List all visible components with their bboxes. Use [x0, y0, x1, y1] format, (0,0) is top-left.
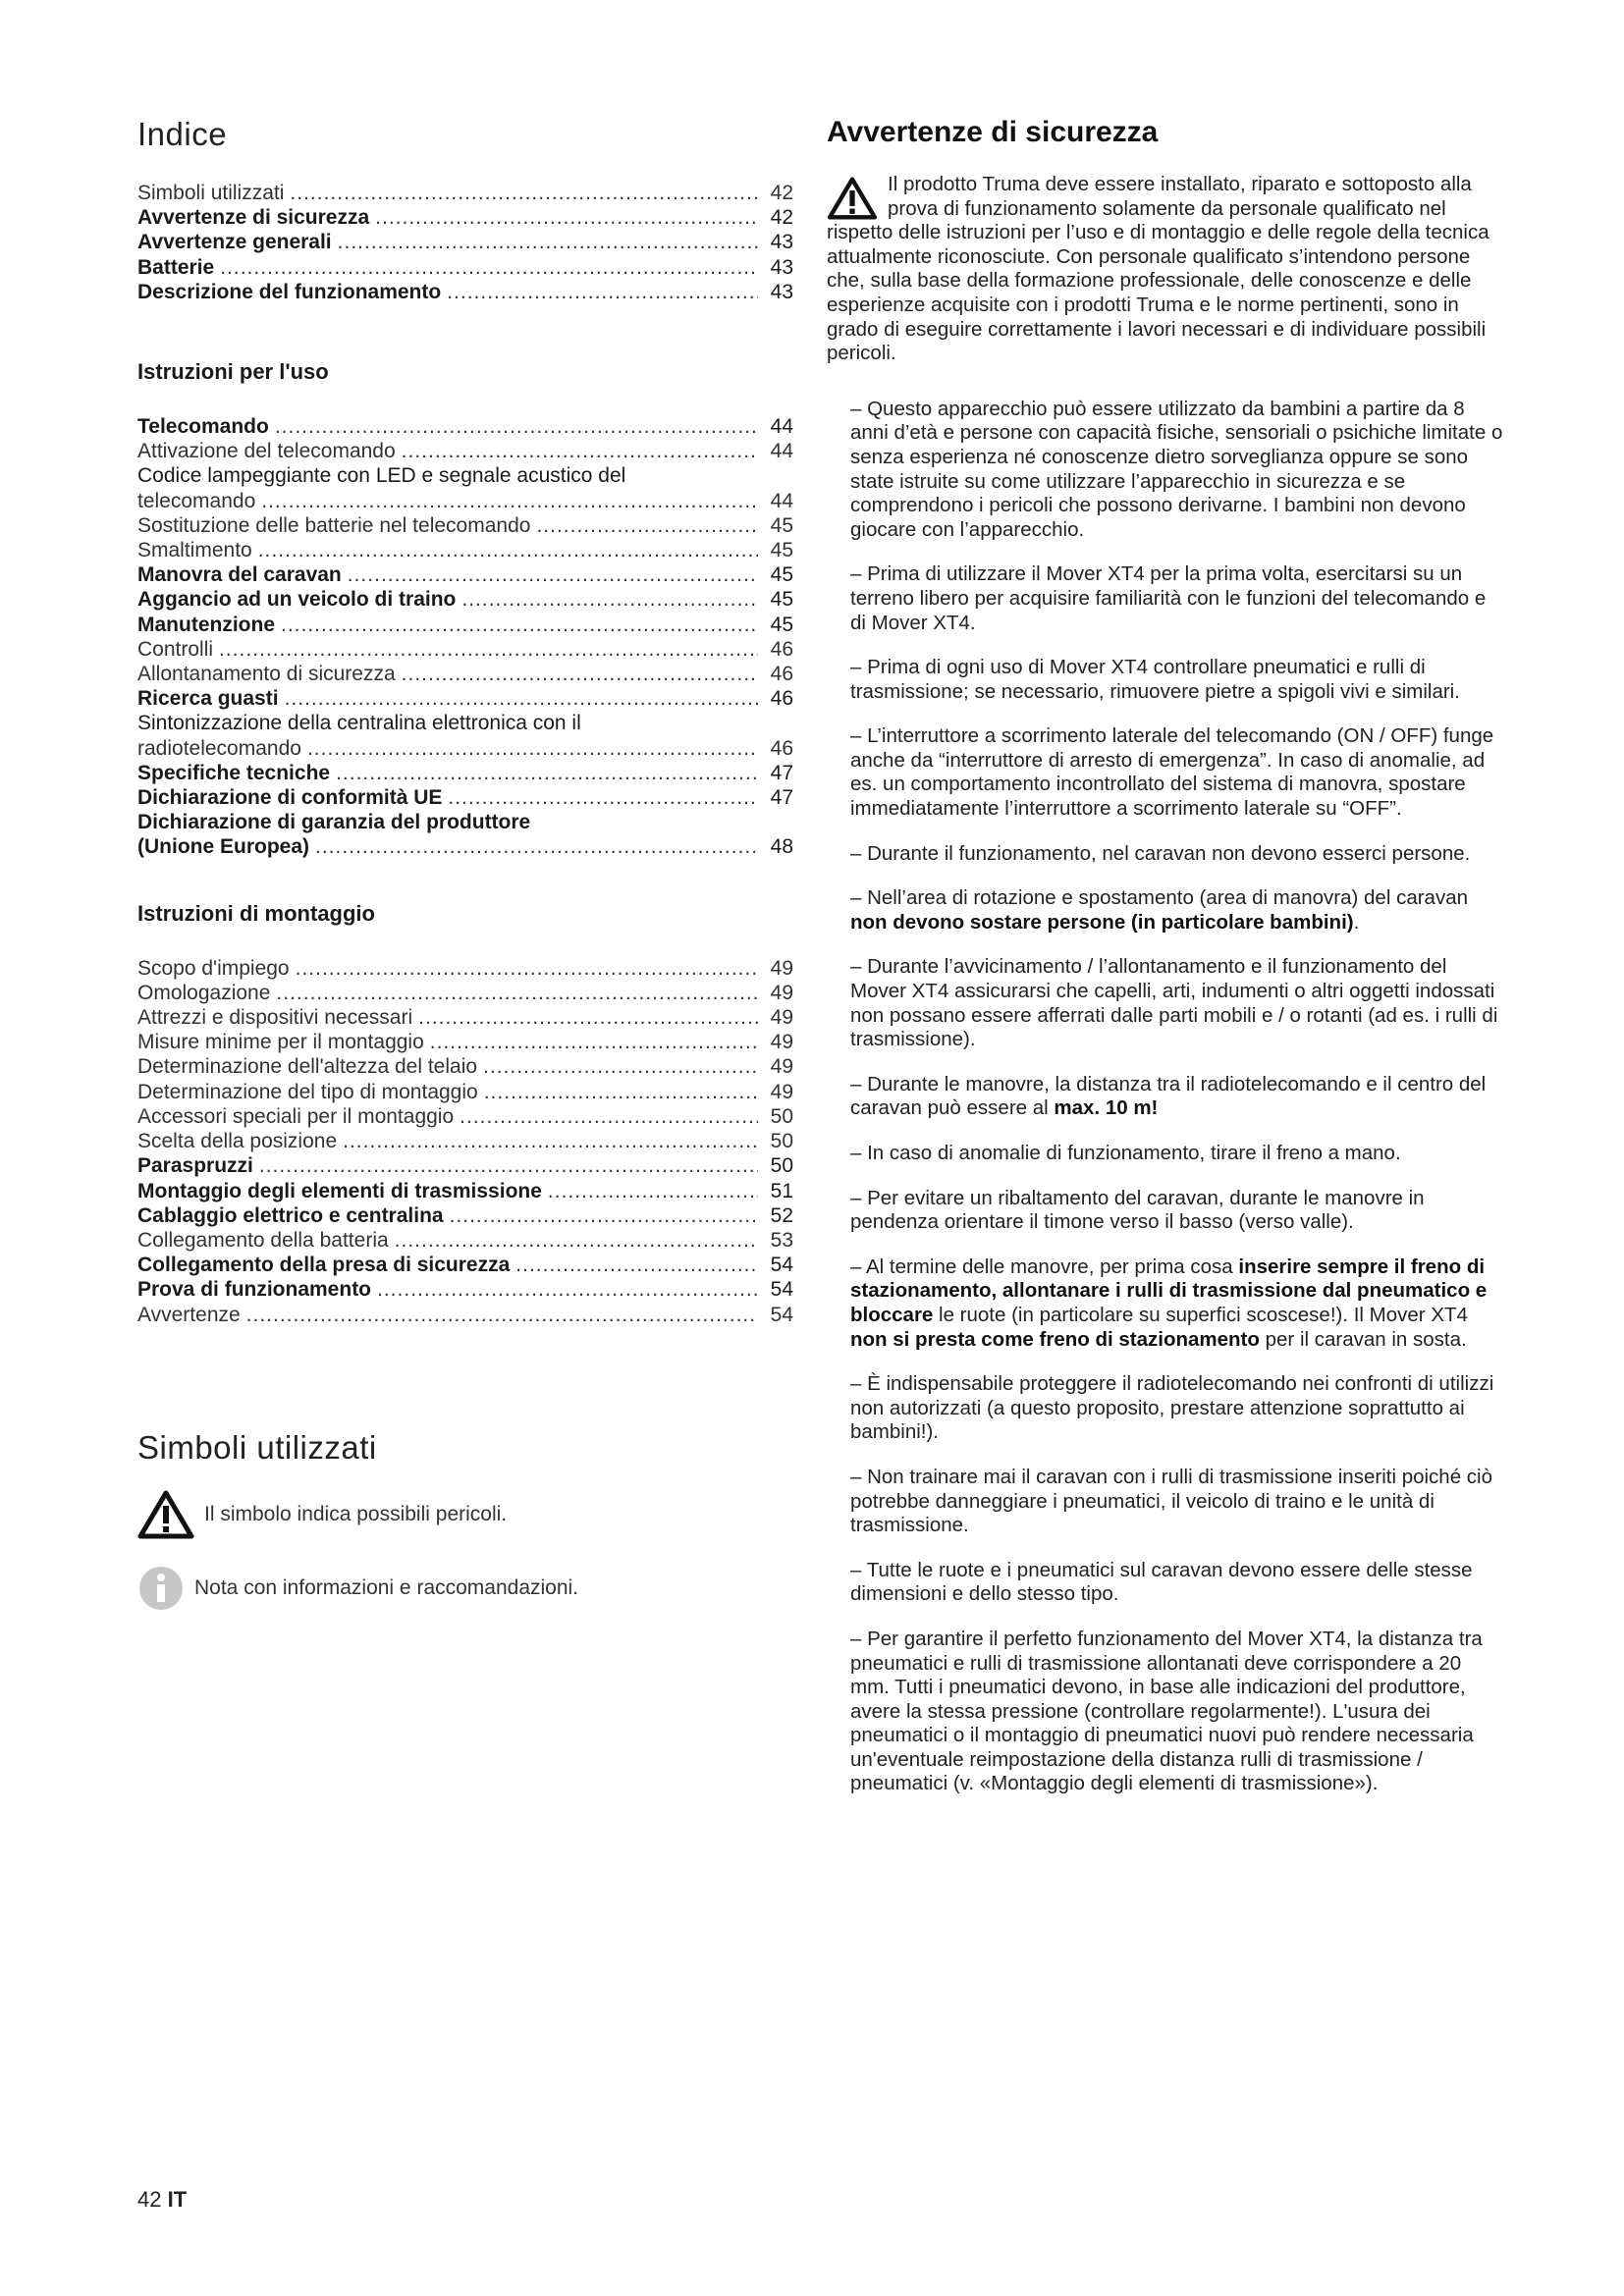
safety-item-emphasis: inserire sempre il freno di stazionamento, allontanare i rulli di trasmissione dal pneumatico e bloccare — [850, 1255, 1488, 1326]
safety-item — [850, 1187, 1504, 1235]
toc-leader-dots — [261, 489, 758, 513]
safety-item — [850, 724, 1504, 821]
toc-entry — [137, 956, 793, 981]
toc-leader-dots — [307, 736, 758, 761]
right-column — [827, 116, 1504, 1817]
toc-entry-page: 49 — [770, 981, 793, 1004]
toc-entry — [137, 562, 793, 587]
safety-item — [850, 1255, 1504, 1352]
toc-entry — [137, 489, 793, 513]
toc-leader-dots — [285, 686, 758, 711]
toc-entry-title: telecomando — [137, 489, 256, 512]
safety-item — [850, 398, 1504, 543]
toc-entry — [137, 1203, 793, 1228]
toc-entry-title: Dichiarazione di conformità UE — [137, 786, 443, 810]
toc-entry-title: Avvertenze di sicurezza — [137, 206, 370, 230]
toc-entry — [137, 1228, 793, 1253]
toc-entry — [137, 785, 793, 810]
toc-leader-dots — [375, 205, 758, 230]
toc-entry-page: 43 — [770, 231, 793, 254]
toc-leader-dots — [395, 1228, 758, 1253]
toc-entry-title: Collegamento della batteria — [137, 1228, 389, 1252]
toc-leader-dots — [259, 1153, 758, 1178]
safety-item — [850, 1142, 1504, 1166]
toc-leader-dots — [450, 1203, 758, 1228]
toc-leader-dots — [338, 230, 758, 254]
toc-entry-title: Ricerca guasti — [137, 687, 279, 711]
safety-item — [850, 842, 1504, 867]
toc-entry-page: 43 — [770, 255, 793, 279]
safety-intro-text: Il prodotto Truma deve essere installato, riparato e sottoposto alla prova di funzionamento solamente da personale qualificato nel rispetto delle istruzioni per l’uso e di montaggio e delle regole della tecnica attualmente riconosciute. Con personale qualificato s’intendono persone che, sulla base della formazione professionale, delle conoscenze e delle esperienze acquisite con i prodotti Truma e le norme pertinenti, sono in grado di eseguire correttamente i lavori necessari e di individuare possibili pericoli. — [827, 173, 1489, 365]
toc-leader-dots — [281, 613, 758, 637]
toc-entry-title: Misure minime per il montaggio — [137, 1031, 424, 1054]
toc-entry — [137, 1030, 793, 1054]
toc-entry-page: 49 — [770, 1055, 793, 1079]
toc-entry-title: Descrizione del funzionamento — [137, 280, 442, 303]
toc-leader-dots — [377, 1277, 758, 1302]
toc-leader-dots — [461, 587, 758, 612]
toc-entry — [137, 587, 793, 612]
safety-item-text: – Al termine delle manovre, per prima cosa — [850, 1255, 1239, 1278]
toc-entry-title: radiotelecomando — [137, 736, 301, 760]
toc-entry-title: Allontanamento di sicurezza — [137, 663, 396, 686]
toc-leader-dots — [290, 181, 758, 205]
toc-entry-title: Montaggio degli elementi di trasmissione — [137, 1179, 542, 1202]
safety-item-text: – Questo apparecchio può essere utilizzato da bambini a partire da 8 anni d’età e persone con capacità fisiche, sensoriali o psichiche limitate o senza esperienza né conoscenze dietro sorveglianza oppure se sono state istruite su come utilizzare l’apparecchio in sicurezza e se comprendono i pericoli che possono derivarne. I bambini non devono giocare con l’apparecchio. — [850, 397, 1503, 541]
toc-entry-title: Prova di funzionamento — [137, 1278, 372, 1302]
safety-item-text: – Nell’area di rotazione e spostamento (area di manovra) del caravan — [850, 886, 1469, 910]
toc-entry-page: 45 — [770, 539, 793, 562]
toc-leader-dots — [219, 637, 758, 662]
toc-leader-dots — [536, 513, 758, 538]
safety-item-text: – Durante l’avvicinamento / l’allontanamento e il funzionamento del Mover XT4 assicurarsi che capelli, arti, indumenti o altri oggetti indossati non possano essere afferrati dalle parti mobili e / o rotanti (ad es. i rulli di trasmissione). — [850, 955, 1498, 1051]
toc-entry-page: 45 — [770, 563, 793, 587]
safety-item-text: – È indispensabile proteggere il radiotelecomando nei confronti di utilizzi non autorizzati (a questo proposito, prestare attenzione soprattutto ai bambini!). — [850, 1372, 1494, 1444]
toc-entry — [137, 538, 793, 562]
safety-item — [850, 562, 1504, 635]
symbol-danger-text: Il simbolo indica possibili pericoli. — [204, 1502, 508, 1525]
info-icon — [137, 1565, 185, 1612]
toc-entry-page: 45 — [770, 613, 793, 636]
toc-entry-title: Sostituzione delle batterie nel telecomando — [137, 513, 531, 537]
toc-entry — [137, 414, 793, 439]
toc-entry-title: Scopo d'impiego — [137, 956, 290, 980]
toc-entry-page: 54 — [770, 1303, 793, 1326]
language-code: IT — [167, 2187, 188, 2212]
toc-leader-dots — [460, 1104, 758, 1129]
toc-leader-dots — [418, 1005, 758, 1030]
toc-entry-title: Specifiche tecniche — [137, 761, 331, 784]
toc-entry-page: 50 — [770, 1130, 793, 1153]
toc-entry-page: 51 — [770, 1179, 793, 1202]
toc-entry-title: Manovra del caravan — [137, 563, 342, 587]
toc-entry-title: Paraspruzzi — [137, 1154, 253, 1178]
safety-item — [850, 1372, 1504, 1445]
toc-entry-title: Batterie — [137, 255, 215, 279]
safety-item-text: – In caso di anomalie di funzionamento, tirare il freno a mano. — [850, 1142, 1401, 1164]
toc-entry-page: 46 — [770, 637, 793, 661]
toc-entry-title: Simboli utilizzati — [137, 182, 285, 204]
safety-item-text: – Tutte le ruote e i pneumatici sul caravan devono essere delle stesse dimensioni e dello stesso tipo. — [850, 1558, 1473, 1606]
page-number: 42 — [137, 2187, 168, 2212]
toc-entry-page: 42 — [770, 182, 793, 204]
toc-entry-title: Cablaggio elettrico e centralina — [137, 1203, 444, 1227]
toc-leader-dots — [484, 1080, 758, 1104]
toc-entry-page: 47 — [770, 786, 793, 810]
toc-entry — [137, 662, 793, 686]
toc-entry-page: 46 — [770, 687, 793, 711]
toc-entry-page: 48 — [770, 835, 793, 859]
toc-entry — [137, 761, 793, 785]
toc-entry — [137, 1179, 793, 1203]
toc-leader-dots — [258, 538, 758, 562]
toc-entry-page: 42 — [770, 206, 793, 230]
toc-leader-dots — [402, 439, 758, 463]
toc-entry-title: (Unione Europea) — [137, 835, 310, 859]
toc-entry — [137, 1080, 793, 1104]
toc-entry-title-line: Sintonizzazione della centralina elettronica con il — [137, 712, 581, 735]
safety-item — [850, 1559, 1504, 1607]
toc-leader-dots — [336, 761, 758, 785]
safety-item-text: . — [1353, 910, 1360, 934]
toc-entry-title: Determinazione dell'altezza del telaio — [137, 1055, 478, 1079]
toc-entry — [137, 181, 793, 205]
safety-item — [850, 886, 1504, 934]
safety-item-text: per il caravan in sosta. — [1259, 1327, 1467, 1351]
toc-entry-title: Avvertenze generali — [137, 231, 332, 254]
toc-entry-title: Determinazione del tipo di montaggio — [137, 1080, 478, 1103]
toc-entry — [137, 1005, 793, 1030]
toc-entry-page: 45 — [770, 588, 793, 612]
safety-items-list — [827, 398, 1504, 1796]
toc-entry-title: Telecomando — [137, 415, 269, 439]
toc-entry-title: Manutenzione — [137, 613, 275, 636]
toc-leader-dots — [343, 1129, 758, 1153]
toc-leader-dots — [276, 981, 758, 1005]
safety-item — [850, 1073, 1504, 1121]
toc-entry-title: Attrezzi e dispositivi necessari — [137, 1006, 413, 1030]
safety-item — [850, 1628, 1504, 1796]
toc-leader-dots — [246, 1303, 758, 1327]
toc-entry — [137, 1277, 793, 1302]
toc-entry-page: 49 — [770, 1031, 793, 1054]
safety-item-emphasis: non devono sostare persone (in particolare bambini) — [850, 910, 1354, 934]
warning-triangle-icon — [137, 1490, 194, 1539]
symbol-info-text: Nota con informazioni e raccomandazioni. — [194, 1575, 579, 1599]
safety-item — [850, 1466, 1504, 1538]
safety-item-emphasis: non si presta come freno di stazionamento — [850, 1327, 1260, 1351]
toc-entry-page: 54 — [770, 1254, 793, 1277]
toc-usage-list — [137, 414, 793, 860]
toc-leader-dots — [296, 956, 758, 981]
toc-entry-page: 44 — [770, 489, 793, 512]
mount-heading: Istruzioni di montaggio — [137, 900, 375, 926]
toc-entry-title: Smaltimento — [137, 539, 252, 562]
toc-entry-page: 53 — [770, 1228, 793, 1252]
usage-heading: Istruzioni per l'uso — [137, 359, 329, 385]
safety-item-text: – Non trainare mai il caravan con i rulli di trasmissione inseriti poiché ciò potrebbe danneggiare i pneumatici, il veicolo di traino e le unità di trasmissione. — [850, 1465, 1492, 1537]
safety-intro — [827, 173, 1504, 366]
safety-item-emphasis: max. 10 m! — [1054, 1096, 1159, 1120]
toc-mount-list — [137, 956, 793, 1327]
toc-leader-dots — [348, 562, 758, 587]
toc-entry — [137, 1253, 793, 1277]
toc-entry — [137, 613, 793, 637]
toc-entry-page: 46 — [770, 736, 793, 760]
safety-item-text: – Durante il funzionamento, nel caravan non devono esserci persone. — [850, 841, 1471, 865]
page-footer — [137, 2187, 187, 2213]
toc-entry — [137, 230, 793, 254]
symbol-info-row — [137, 1565, 793, 1612]
toc-leader-dots — [275, 414, 758, 439]
toc-entry — [137, 255, 793, 280]
toc-entry-page: 47 — [770, 761, 793, 784]
safety-item — [850, 955, 1504, 1051]
toc-entry-title: Aggancio ad un veicolo di traino — [137, 588, 457, 612]
toc-entry — [137, 1104, 793, 1129]
safety-item-text: – L’interruttore a scorrimento laterale del telecomando (ON / OFF) funge anche da “interruttore di arresto di emergenza”. In caso di anomalie, ad es. un comportamento incontrollato del sistema di manovra, spostare immediatamente l’interruttore a scorrimento laterale su “OFF”. — [850, 724, 1494, 821]
toc-entry-page: 44 — [770, 440, 793, 463]
toc-entry-title-line: Codice lampeggiante con LED e segnale acustico del — [137, 464, 626, 488]
toc-entry-page: 50 — [770, 1104, 793, 1128]
toc-leader-dots — [515, 1253, 758, 1277]
toc-entry — [137, 1153, 793, 1178]
safety-item — [850, 656, 1504, 704]
toc-entry — [137, 981, 793, 1005]
toc-entry-page: 49 — [770, 1006, 793, 1030]
toc-entry — [137, 736, 793, 761]
safety-item-text: le ruote (in particolare su superfici scoscese!). Il Mover XT4 — [933, 1303, 1468, 1326]
toc-entry — [137, 439, 793, 463]
toc-entry — [137, 280, 793, 304]
toc-entry — [137, 205, 793, 230]
left-column — [137, 116, 793, 1612]
toc-entry-page: 44 — [770, 415, 793, 439]
safety-item-text: – Per garantire il perfetto funzionamento del Mover XT4, la distanza tra pneumatici e rulli di trasmissione allontanati deve corrispondere a 20 mm. Tutti i pneumatici devono, in base alle indicazioni del produttore, avere la stessa pressione (controllare regolarmente!). L'usura dei pneumatici o il montaggio di pneumatici nuovi può rendere necessaria un'eventuale reimpostazione della distanza rulli di trasmissione / pneumatici (v. «Montaggio degli elementi di trasmissione»). — [850, 1627, 1483, 1795]
toc-leader-dots — [483, 1054, 758, 1079]
toc-leader-dots — [430, 1030, 758, 1054]
symbols-heading: Simboli utilizzati — [137, 1428, 377, 1466]
toc-entry-title: Scelta della posizione — [137, 1130, 338, 1153]
toc-entry-title-line: Dichiarazione di garanzia del produttore — [137, 811, 531, 834]
warning-triangle-icon — [827, 177, 878, 220]
toc-leader-dots — [220, 255, 758, 280]
toc-entry-title: Omologazione — [137, 981, 271, 1004]
toc-entry-page: 45 — [770, 513, 793, 537]
toc-entry — [137, 1129, 793, 1153]
toc-entry-page: 43 — [770, 280, 793, 303]
toc-entry-title: Attivazione del telecomando — [137, 440, 396, 463]
toc-leader-dots — [447, 280, 758, 304]
toc-entry — [137, 686, 793, 711]
toc-intro-list — [137, 181, 793, 304]
toc-entry-page: 52 — [770, 1203, 793, 1227]
safety-item-text: – Prima di ogni uso di Mover XT4 controllare pneumatici e rulli di trasmissione; se necessario, rimuovere pietre a spigoli vivi e similari. — [850, 656, 1460, 703]
toc-entry-title: Accessori speciali per il montaggio — [137, 1104, 455, 1128]
toc-leader-dots — [448, 785, 758, 810]
toc-leader-dots — [315, 834, 758, 859]
safety-item-text: – Prima di utilizzare il Mover XT4 per la prima volta, esercitarsi su un terreno libero per acquisire familiarità con le funzioni del telecomando e di Mover XT4. — [850, 562, 1487, 634]
toc-entry-title: Avvertenze — [137, 1303, 241, 1326]
toc-entry-page: 46 — [770, 663, 793, 686]
toc-entry-title: Collegamento della presa di sicurezza — [137, 1254, 511, 1277]
toc-entry-page: 49 — [770, 956, 793, 980]
toc-entry-title: Controlli — [137, 637, 214, 661]
toc-entry — [137, 637, 793, 662]
toc-entry-page: 54 — [770, 1278, 793, 1302]
toc-entry-page: 50 — [770, 1154, 793, 1178]
toc-entry-page: 49 — [770, 1080, 793, 1103]
toc-leader-dots — [548, 1179, 758, 1203]
safety-item-text: – Per evitare un ribaltamento del caravan, durante le manovre in pendenza orientare il timone verso il basso (verso valle). — [850, 1186, 1425, 1234]
index-heading: Indice — [137, 116, 228, 152]
toc-entry — [137, 1303, 793, 1327]
toc-entry — [137, 513, 793, 538]
toc-leader-dots — [402, 662, 758, 686]
safety-heading: Avvertenze di sicurezza — [827, 116, 1159, 148]
symbol-danger-row — [137, 1490, 793, 1539]
toc-entry — [137, 834, 793, 859]
toc-entry — [137, 1054, 793, 1079]
safety-item-text: – Durante le manovre, la distanza tra il radiotelecomando e il centro del caravan può essere al — [850, 1072, 1487, 1120]
